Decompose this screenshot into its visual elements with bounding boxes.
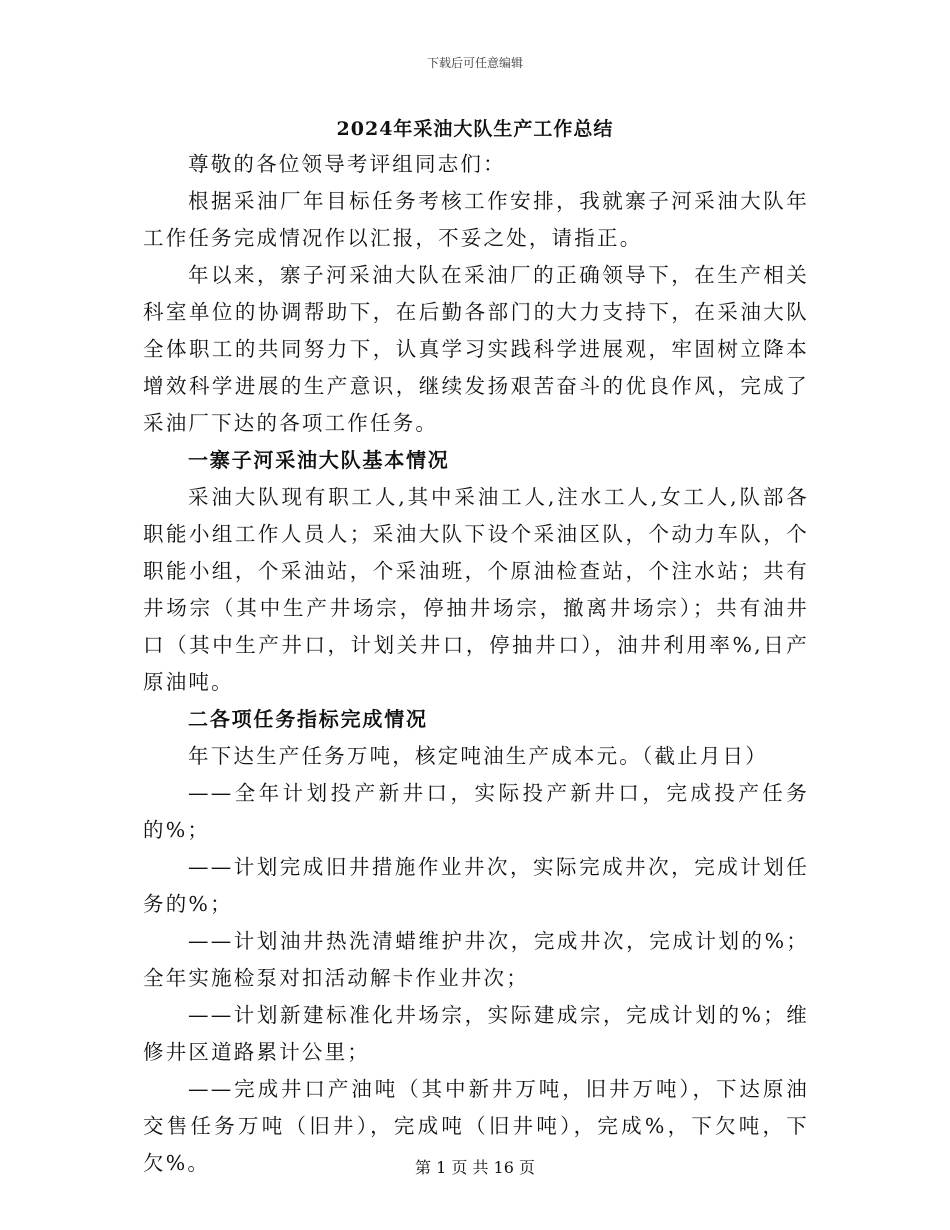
document-title: 2024年采油大队生产工作总结 — [336, 118, 614, 140]
salutation: 尊敬的各位领导考评组同志们： — [188, 152, 506, 176]
task-item: ——计划完成旧井措施作业井次，实际完成井次，完成计划任务的%； — [143, 855, 809, 916]
task-item: ——全年计划投产新井口，实际投产新井口，完成投产任务的%； — [143, 781, 809, 842]
task-item: ——计划新建标准化井场宗，实际建成宗，完成计划的%；维修井区道路累计公里； — [143, 1003, 809, 1064]
header-note: 下载后可任意编辑 — [426, 56, 523, 70]
section-heading-basic-info: 一寨子河采油大队基本情况 — [188, 448, 450, 472]
task-summary-paragraph: 年下达生产任务万吨，核定吨油生产成本元。（截止月日） — [188, 744, 768, 768]
document-body — [143, 146, 809, 1182]
task-item: ——计划油井热洗清蜡维护井次，完成井次，完成计划的%；全年实施检泵对扣活动解卡作业井次； — [143, 929, 809, 990]
basic-info-paragraph: 采油大队现有职工人,其中采油工人,注水工人,女工人,队部各职能小组工作人员人；采油大队下设个采油区队，个动力车队，个职能小组，个采油站，个采油班，个原油检查站，个注水站；共有井场宗（其中生产井场宗，停抽井场宗，撤离井场宗）；共有油井口（其中生产井口，计划关井口，停抽井口），油井利用率%,日产原油吨。 — [143, 485, 809, 694]
intro-paragraph: 根据采油厂年目标任务考核工作安排，我就寨子河采油大队年工作任务完成情况作以汇报，不妥之处，请指正。 — [143, 189, 809, 250]
overview-paragraph: 年以来，寨子河采油大队在采油厂的正确领导下，在生产相关科室单位的协调帮助下，在后勤各部门的大力支持下，在采油大队全体职工的共同努力下，认真学习实践科学进展观，牢固树立降本增效科学进展的生产意识，继续发扬艰苦奋斗的优良作风，完成了采油厂下达的各项工作任务。 — [143, 263, 809, 435]
section-heading-tasks: 二各项任务指标完成情况 — [188, 707, 428, 731]
page-number: 第 1 页 共 16 页 — [415, 1158, 535, 1177]
task-item: ——完成井口产油吨（其中新井万吨，旧井万吨），下达原油交售任务万吨（旧井），完成吨（旧井吨），完成%，下欠吨，下欠%。 — [143, 1077, 809, 1175]
